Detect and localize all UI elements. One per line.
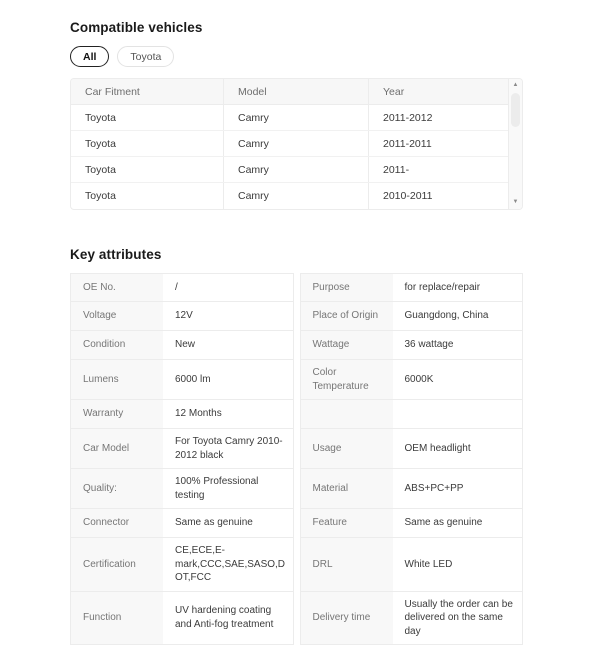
attr-label: Material	[301, 469, 393, 508]
table-row	[71, 105, 508, 131]
vehicles-table-header	[71, 79, 508, 105]
column-header-car-fitment: Car Fitment	[71, 79, 223, 104]
scroll-down-icon[interactable]: ▼	[513, 199, 519, 206]
key-attributes-table	[70, 273, 523, 645]
attr-label: OE No.	[71, 274, 163, 301]
table-row	[71, 183, 508, 209]
compatible-vehicles-title: Compatible vehicles	[70, 20, 523, 35]
attr-label: Warranty	[71, 400, 163, 428]
attr-value: 12 Months	[163, 400, 293, 428]
attr-value: For Toyota Camry 2010-2012 black	[163, 429, 293, 468]
attr-value: 36 wattage	[393, 331, 523, 359]
vehicles-table-body	[71, 79, 508, 209]
cell-model: Camry	[223, 157, 368, 182]
filter-pill-toyota[interactable]: Toyota	[117, 46, 174, 67]
cell-car-fitment: Toyota	[71, 105, 223, 130]
attr-value: /	[163, 274, 293, 301]
attr-value: 12V	[163, 302, 293, 330]
attr-value: CE,ECE,E-mark,CCC,SAE,SASO,DOT,FCC	[163, 538, 293, 591]
attr-label: Delivery time	[301, 592, 393, 645]
attr-value: for replace/repair	[393, 274, 523, 301]
attr-value: New	[163, 331, 293, 359]
compatible-vehicles-section	[70, 20, 523, 210]
scrollbar-thumb[interactable]	[511, 93, 520, 127]
attribute-row	[70, 302, 523, 331]
table-row	[71, 157, 508, 183]
attr-value: UV hardening coating and Anti-fog treatment	[163, 592, 293, 645]
attr-label: Function	[71, 592, 163, 645]
attr-label: Place of Origin	[301, 302, 393, 330]
table-scrollbar[interactable]	[508, 79, 522, 209]
attr-value: 100% Professional testing	[163, 469, 293, 508]
attribute-row	[70, 360, 523, 400]
attr-label: Feature	[301, 509, 393, 537]
attr-label: DRL	[301, 538, 393, 591]
attr-value: 6000K	[393, 360, 523, 399]
attr-label: Color Temperature	[301, 360, 393, 399]
column-header-year: Year	[368, 79, 508, 104]
cell-year: 2011-2012	[368, 105, 508, 130]
attr-label: Voltage	[71, 302, 163, 330]
attr-label	[301, 400, 393, 428]
attribute-row	[70, 400, 523, 429]
key-attributes-title: Key attributes	[70, 247, 523, 262]
attribute-row	[70, 469, 523, 509]
attr-value: Same as genuine	[163, 509, 293, 537]
key-attributes-section	[70, 247, 523, 645]
scroll-up-icon[interactable]: ▲	[513, 82, 519, 89]
attr-label: Certification	[71, 538, 163, 591]
attr-value: 6000 lm	[163, 360, 293, 399]
attr-value: ABS+PC+PP	[393, 469, 523, 508]
attr-label: Quality:	[71, 469, 163, 508]
cell-car-fitment: Toyota	[71, 131, 223, 156]
attr-value	[393, 400, 523, 428]
attr-value: Guangdong, China	[393, 302, 523, 330]
attr-value: OEM headlight	[393, 429, 523, 468]
cell-model: Camry	[223, 183, 368, 209]
filter-pill-all[interactable]: All	[70, 46, 109, 67]
cell-year: 2010-2011	[368, 183, 508, 209]
cell-year: 2011-2011	[368, 131, 508, 156]
attribute-row	[70, 538, 523, 592]
attr-value: White LED	[393, 538, 523, 591]
table-row	[71, 131, 508, 157]
attr-label: Wattage	[301, 331, 393, 359]
attr-label: Usage	[301, 429, 393, 468]
vehicle-filter-pills	[70, 46, 523, 67]
cell-model: Camry	[223, 105, 368, 130]
attr-label: Lumens	[71, 360, 163, 399]
cell-year: 2011-	[368, 157, 508, 182]
attr-label: Condition	[71, 331, 163, 359]
cell-car-fitment: Toyota	[71, 157, 223, 182]
column-header-model: Model	[223, 79, 368, 104]
attr-label: Connector	[71, 509, 163, 537]
cell-model: Camry	[223, 131, 368, 156]
attr-value: Usually the order can be delivered on the same day	[393, 592, 523, 645]
attribute-row	[70, 273, 523, 302]
attribute-row	[70, 509, 523, 538]
compatible-vehicles-table	[70, 78, 523, 210]
attr-label: Purpose	[301, 274, 393, 301]
cell-car-fitment: Toyota	[71, 183, 223, 209]
attr-label: Car Model	[71, 429, 163, 468]
attribute-row	[70, 429, 523, 469]
attr-value: Same as genuine	[393, 509, 523, 537]
attribute-row	[70, 331, 523, 360]
